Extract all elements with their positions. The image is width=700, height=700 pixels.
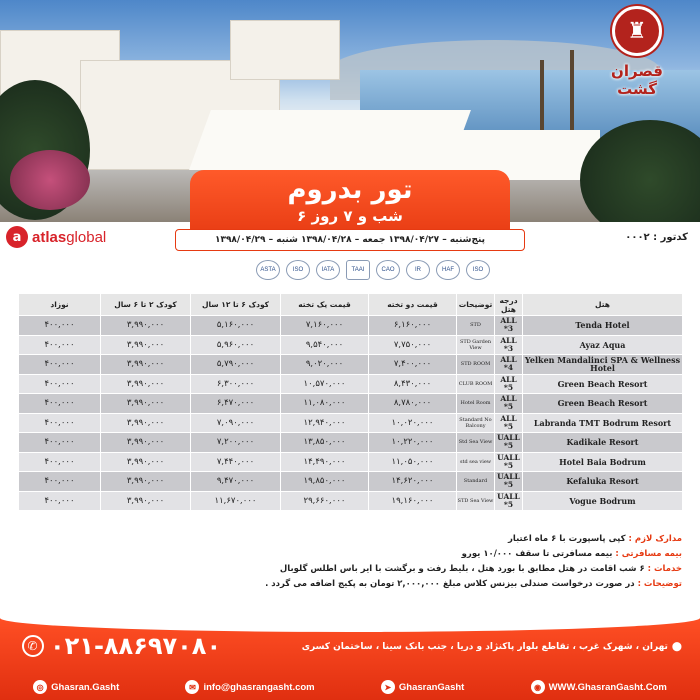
cert-asta-icon: ASTA [256, 260, 280, 280]
hero-palm [540, 60, 544, 130]
hotel-cell: Kadikale Resort [523, 433, 683, 453]
child6-price-cell: ۳,۹۹۰,۰۰۰ [101, 491, 191, 511]
instagram-icon: ◎ [33, 680, 47, 694]
child6-price-cell: ۳,۹۹۰,۰۰۰ [101, 452, 191, 472]
room-cell: STD Sea View [457, 491, 495, 511]
double-price-cell: ۸,۷۸۰,۰۰۰ [369, 394, 457, 414]
infant-price-cell: ۴۰۰,۰۰۰ [19, 491, 101, 511]
table-row [19, 374, 683, 394]
atlasglobal-icon: a [6, 226, 28, 248]
cert-iso-icon: ISO [286, 260, 310, 280]
col-double: قیمت دو تخته [369, 294, 457, 316]
infant-price-cell: ۴۰۰,۰۰۰ [19, 316, 101, 336]
price-table [18, 293, 682, 511]
table-row [19, 413, 683, 433]
col-child6: کودک ۲ تا ۶ سال [101, 294, 191, 316]
star-cell: UALL 5* [495, 472, 523, 492]
table-row [19, 335, 683, 355]
certification-logos [228, 258, 518, 282]
star-cell: UALL 5* [495, 491, 523, 511]
child6-price-cell: ۳,۹۹۰,۰۰۰ [101, 374, 191, 394]
website-link[interactable] [531, 680, 667, 694]
infant-price-cell: ۴۰۰,۰۰۰ [19, 413, 101, 433]
table-header-row [19, 294, 683, 316]
single-price-cell: ۱۰,۵۷۰,۰۰۰ [281, 374, 369, 394]
table-row [19, 316, 683, 336]
child12-price-cell: ۵,۱۶۰,۰۰۰ [191, 316, 281, 336]
telegram-link[interactable] [381, 680, 464, 694]
infant-price-cell: ۴۰۰,۰۰۰ [19, 472, 101, 492]
room-cell: STD ROOM [457, 355, 495, 375]
email-link[interactable] [185, 680, 314, 694]
table-row [19, 355, 683, 375]
double-price-cell: ۷,۷۵۰,۰۰۰ [369, 335, 457, 355]
email-icon: ✉ [185, 680, 199, 694]
hotel-cell: Yelken Mandalinci SPA & Wellness Hotel [523, 355, 683, 375]
single-price-cell: ۱۹,۸۵۰,۰۰۰ [281, 472, 369, 492]
single-price-cell: ۱۱,۰۸۰,۰۰۰ [281, 394, 369, 414]
col-room: توضیحات [457, 294, 495, 316]
child12-price-cell: ۶,۴۷۰,۰۰۰ [191, 394, 281, 414]
double-price-cell: ۱۹,۱۶۰,۰۰۰ [369, 491, 457, 511]
web-icon: ◉ [531, 680, 545, 694]
infant-price-cell: ۴۰۰,۰۰۰ [19, 374, 101, 394]
hotel-cell: Ayaz Aqua [523, 335, 683, 355]
hero-flowers [10, 150, 90, 210]
double-price-cell: ۸,۴۳۰,۰۰۰ [369, 374, 457, 394]
tour-code: کدتور : ۰۰۰۲ [625, 232, 688, 243]
single-price-cell: ۱۳,۸۵۰,۰۰۰ [281, 433, 369, 453]
infant-price-cell: ۴۰۰,۰۰۰ [19, 452, 101, 472]
star-cell: ALL 5* [495, 394, 523, 414]
infant-price-cell: ۴۰۰,۰۰۰ [19, 433, 101, 453]
star-cell: ALL 5* [495, 374, 523, 394]
child12-price-cell: ۷,۴۴۰,۰۰۰ [191, 452, 281, 472]
hero-palm [570, 50, 574, 130]
note-line: مدارک لازم : کپی پاسپورت با ۶ ماه اعتبار [507, 534, 682, 544]
hero-building [230, 20, 340, 80]
star-cell: ALL 3* [495, 335, 523, 355]
hotel-cell: Hotel Baia Bodrum [523, 452, 683, 472]
child6-price-cell: ۳,۹۹۰,۰۰۰ [101, 472, 191, 492]
hotel-cell: Green Beach Resort [523, 374, 683, 394]
double-price-cell: ۱۰,۰۲۰,۰۰۰ [369, 413, 457, 433]
location-pin-icon: ⬤ [671, 642, 682, 652]
room-cell: STD [457, 316, 495, 336]
footer-wave [0, 604, 700, 632]
single-price-cell: ۲۹,۶۶۰,۰۰۰ [281, 491, 369, 511]
room-cell: STD Garden View [457, 335, 495, 355]
double-price-cell: ۱۰,۲۲۰,۰۰۰ [369, 433, 457, 453]
note-line: خدمات : ۶ شب اقامت در هتل مطابق با بورد هتل ، بلیط رفت و برگشت با ایر باس اطلس گلوبال [279, 564, 682, 574]
double-price-cell: ۱۴,۶۲۰,۰۰۰ [369, 472, 457, 492]
col-single: قیمت یک تخته [281, 294, 369, 316]
child12-price-cell: ۵,۹۶۰,۰۰۰ [191, 335, 281, 355]
room-cell: std sea view [457, 452, 495, 472]
note-line: توضیحات : در صورت درخواست صندلی بیزنس کلاس مبلغ ۲,۰۰۰,۰۰۰ تومان به پکیج اضافه می گردد . [265, 579, 682, 589]
hotel-cell: Tenda Hotel [523, 316, 683, 336]
double-price-cell: ۱۱,۰۵۰,۰۰۰ [369, 452, 457, 472]
room-cell: CLUB ROOM [457, 374, 495, 394]
notes [82, 532, 682, 592]
room-cell: Standard [457, 472, 495, 492]
col-child12: کودک ۶ تا ۱۲ سال [191, 294, 281, 316]
cert-iata-icon: IATA [316, 260, 340, 280]
child12-price-cell: ۱۱,۶۷۰,۰۰۰ [191, 491, 281, 511]
child6-price-cell: ۳,۹۹۰,۰۰۰ [101, 355, 191, 375]
cert-iso2-icon: ISO [466, 260, 490, 280]
room-cell: Standard No Balcony [457, 413, 495, 433]
child6-price-cell: ۳,۹۹۰,۰۰۰ [101, 413, 191, 433]
address [302, 642, 682, 652]
departure-dates: پنج‌شنبه – ۱۳۹۸/۰۴/۲۷ جمعه – ۱۳۹۸/۰۴/۲۸ شنبه – ۱۳۹۸/۰۴/۲۹ [175, 229, 525, 251]
double-price-cell: ۷,۴۰۰,۰۰۰ [369, 355, 457, 375]
infant-price-cell: ۴۰۰,۰۰۰ [19, 335, 101, 355]
instagram-handle: Ghasran.Gasht [51, 681, 120, 693]
airline-logo[interactable] [6, 226, 106, 248]
infant-price-cell: ۴۰۰,۰۰۰ [19, 355, 101, 375]
tour-duration: ۶ شب و ۷ روز [297, 207, 403, 225]
phone-icon: ✆ [22, 635, 44, 657]
col-hotel: هتل [523, 294, 683, 316]
phone-link[interactable] [22, 632, 221, 660]
child12-price-cell: ۶,۳۰۰,۰۰۰ [191, 374, 281, 394]
hotel-cell: Kefaluka Resort [523, 472, 683, 492]
brand-logo[interactable] [592, 6, 682, 96]
table-row [19, 472, 683, 492]
cert-ir-icon: IR [406, 260, 430, 280]
infant-price-cell: ۴۰۰,۰۰۰ [19, 394, 101, 414]
child12-price-cell: ۵,۷۹۰,۰۰۰ [191, 355, 281, 375]
single-price-cell: ۹,۰۲۰,۰۰۰ [281, 355, 369, 375]
child6-price-cell: ۳,۹۹۰,۰۰۰ [101, 316, 191, 336]
table-row [19, 394, 683, 414]
child6-price-cell: ۳,۹۹۰,۰۰۰ [101, 394, 191, 414]
double-price-cell: ۶,۱۶۰,۰۰۰ [369, 316, 457, 336]
website-url: WWW.GhasranGasht.Com [548, 681, 667, 693]
table-row [19, 491, 683, 511]
note-line: بیمه مسافرتی : بیمه مسافرتی تا سقف ۱۰/۰۰۰ یورو [461, 549, 682, 559]
cert-taai-icon: TAAI [346, 260, 370, 280]
single-price-cell: ۹,۵۴۰,۰۰۰ [281, 335, 369, 355]
single-price-cell: ۷,۱۶۰,۰۰۰ [281, 316, 369, 336]
child6-price-cell: ۳,۹۹۰,۰۰۰ [101, 335, 191, 355]
star-cell: UALL 5* [495, 452, 523, 472]
phone-number: ۰۲۱-۸۸۶۹۷۰۸۰ [50, 632, 222, 660]
social-links [0, 674, 700, 700]
brand-name: قصران گشت [611, 62, 663, 98]
telegram-handle: GhasranGasht [398, 681, 465, 693]
child12-price-cell: ۹,۴۷۰,۰۰۰ [191, 472, 281, 492]
star-cell: UALL 5* [495, 433, 523, 453]
cert-cao-icon: CAO [376, 260, 400, 280]
room-cell: Hotel Room [457, 394, 495, 414]
child12-price-cell: ۷,۲۰۰,۰۰۰ [191, 433, 281, 453]
col-infant: نوزاد [19, 294, 101, 316]
star-cell: ALL 5* [495, 413, 523, 433]
tour-title: تور بدروم [287, 175, 413, 205]
table-row [19, 433, 683, 453]
star-cell: ALL 4* [495, 355, 523, 375]
address-text: تهران ، شهرک غرب ، تقاطع بلوار پاکنژاد و دریا ، جنب بانک سینا ، ساختمان کسری [301, 642, 668, 652]
child6-price-cell: ۳,۹۹۰,۰۰۰ [101, 433, 191, 453]
col-star: درجه هتل [495, 294, 523, 316]
telegram-icon: ➤ [381, 680, 395, 694]
hotel-cell: Labranda TMT Bodrum Resort [523, 413, 683, 433]
email-address: info@ghasrangasht.com [203, 681, 315, 693]
airline-name: atlasglobal [32, 228, 107, 246]
table-row [19, 452, 683, 472]
cert-haf-icon: HAF [436, 260, 460, 280]
footer [0, 618, 700, 700]
shield-icon: ♜ [612, 6, 662, 56]
hotel-cell: Green Beach Resort [523, 394, 683, 414]
instagram-link[interactable] [33, 680, 119, 694]
star-cell: ALL 3* [495, 316, 523, 336]
hotel-cell: Vogue Bodrum [523, 491, 683, 511]
child12-price-cell: ۷,۰۹۰,۰۰۰ [191, 413, 281, 433]
single-price-cell: ۱۲,۹۴۰,۰۰۰ [281, 413, 369, 433]
single-price-cell: ۱۴,۴۹۰,۰۰۰ [281, 452, 369, 472]
room-cell: Std Sea View [457, 433, 495, 453]
